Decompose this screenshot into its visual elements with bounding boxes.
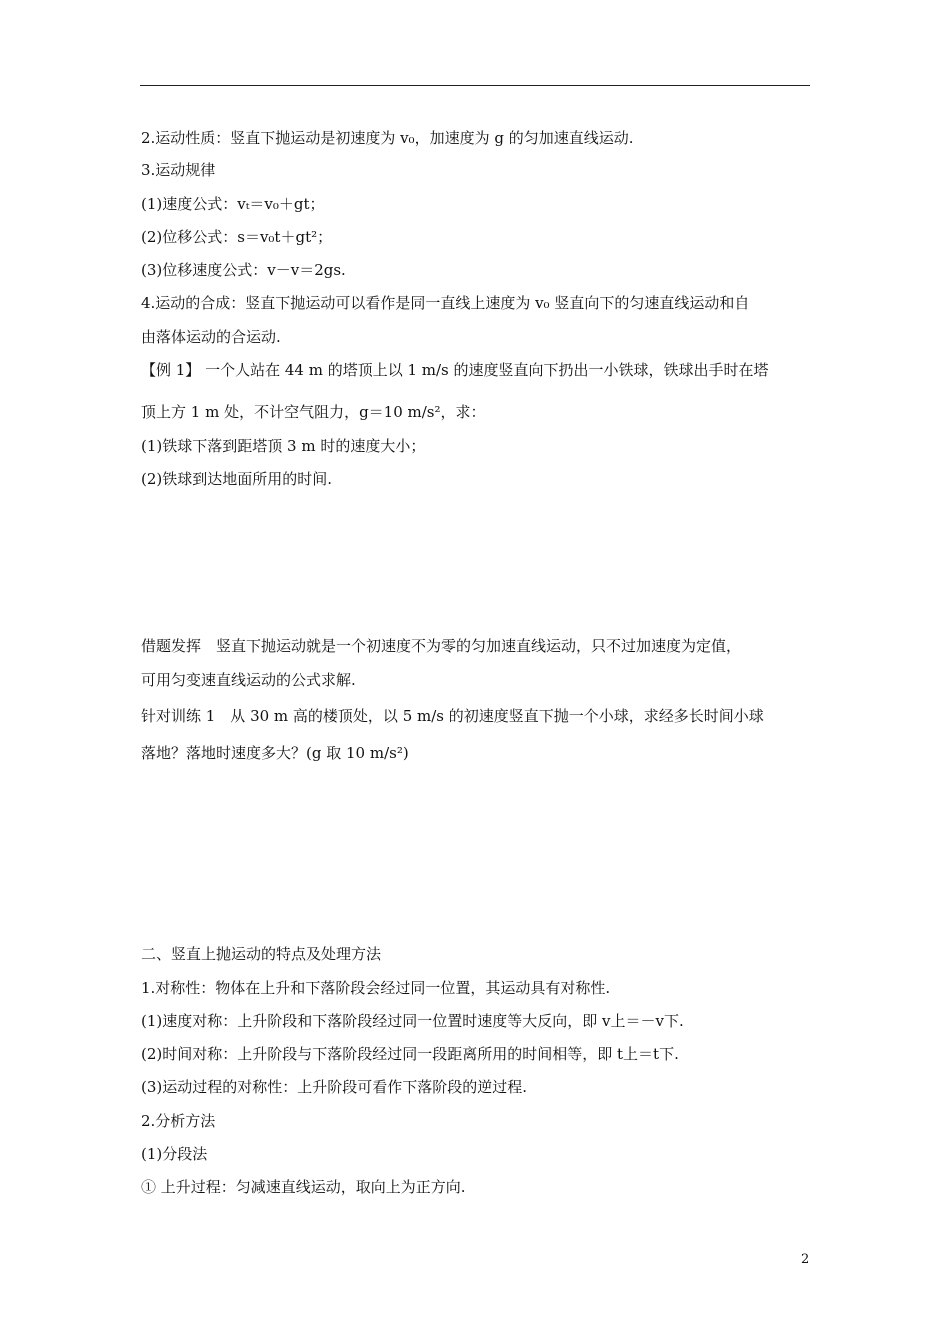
- exercise-line: 针对训练 1 从 30 m 高的楼顶处，以 5 m/s 的初速度竖直下抛一个小球，求经多长时间小球: [141, 707, 764, 725]
- section-heading: 二、竖直上抛运动的特点及处理方法: [141, 945, 382, 963]
- text-line: 3.运动规律: [141, 161, 216, 179]
- text-line: 借题发挥 竖直下抛运动就是一个初速度不为零的匀加速直线运动，只不过加速度为定值，: [141, 637, 742, 655]
- text-line: (1)速度公式：vₜ＝v₀＋gt；: [141, 195, 325, 213]
- text-line: (2)位移公式：s＝v₀t＋gt²；: [141, 228, 333, 246]
- text-line: (3)运动过程的对称性：上升阶段可看作下落阶段的逆过程.: [141, 1078, 528, 1096]
- page-number: 2: [801, 1252, 810, 1267]
- example-line: 顶上方 1 m 处，不计空气阻力，g＝10 m/s²，求：: [141, 403, 486, 421]
- text-line: (2)铁球到达地面所用的时间.: [141, 470, 333, 488]
- header-rule: [140, 85, 810, 86]
- text-line: (3)位移速度公式：v－v＝2gs.: [141, 261, 346, 279]
- example-line: 【例 1】 一个人站在 44 m 的塔顶上以 1 m/s 的速度竖直向下扔出一小铁球，铁球出手时在塔: [141, 361, 769, 379]
- text-line: ① 上升过程：匀减速直线运动，取向上为正方向.: [141, 1178, 466, 1196]
- text-line: (1)速度对称：上升阶段和下落阶段经过同一位置时速度等大反向，即 v上＝－v下.: [141, 1012, 684, 1030]
- text-line: (2)时间对称：上升阶段与下落阶段经过同一段距离所用的时间相等，即 t上＝t下.: [141, 1045, 679, 1063]
- text-line: 4.运动的合成：竖直下抛运动可以看作是同一直线上速度为 v₀ 竖直向下的匀速直线运动和自: [141, 294, 750, 312]
- text-line: 1.对称性：物体在上升和下落阶段会经过同一位置，其运动具有对称性.: [141, 979, 611, 997]
- text-line: (1)分段法: [141, 1145, 208, 1163]
- text-line: 由落体运动的合运动.: [141, 328, 281, 346]
- text-line: 可用匀变速直线运动的公式求解.: [141, 671, 356, 689]
- text-line: (1)铁球下落到距塔顶 3 m 时的速度大小；: [141, 437, 426, 455]
- exercise-line: 落地？落地时速度多大？(g 取 10 m/s²): [141, 744, 409, 762]
- text-line: 2.运动性质：竖直下抛运动是初速度为 v₀，加速度为 g 的匀加速直线运动.: [141, 129, 634, 147]
- text-line: 2.分析方法: [141, 1112, 216, 1130]
